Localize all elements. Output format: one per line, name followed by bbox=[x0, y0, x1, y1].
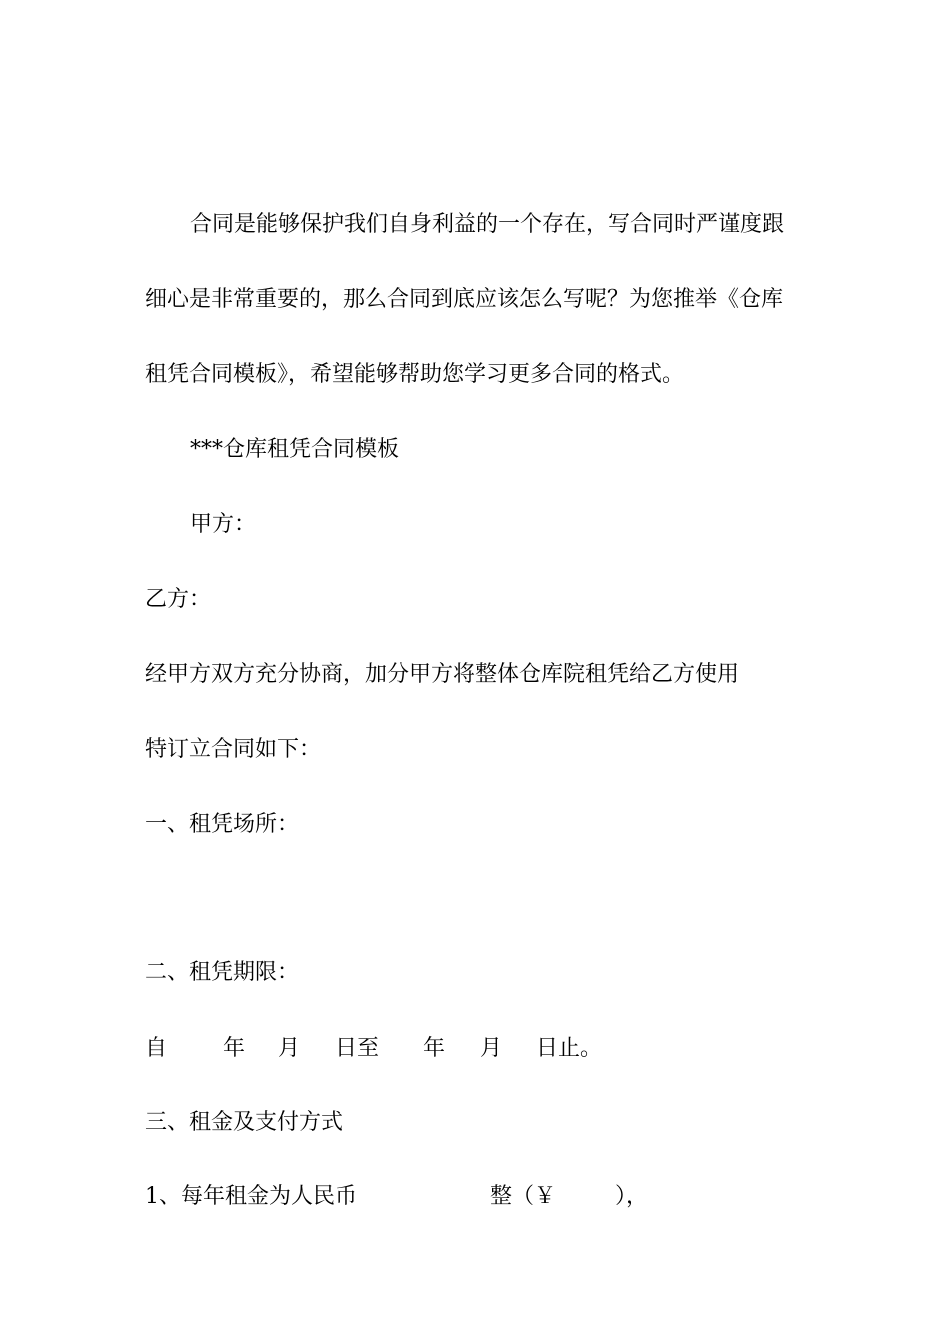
period-month-1: 月 bbox=[278, 1036, 301, 1061]
intro-line-2: 细心是非常重要的，那么合同到底应该怎么写呢？为您推举《仓库 bbox=[145, 287, 784, 312]
period-year-2: 年 bbox=[423, 1036, 446, 1061]
party-a-label: 甲方： bbox=[190, 512, 257, 537]
rent-amount-line bbox=[145, 1182, 845, 1212]
period-year-1: 年 bbox=[223, 1036, 246, 1061]
rent-close: ）， bbox=[615, 1184, 649, 1209]
lease-period-line bbox=[145, 1034, 845, 1064]
intro-line-3: 租凭合同模板》，希望能够帮助您学习更多合同的格式。 bbox=[145, 362, 685, 387]
party-b-label: 乙方： bbox=[145, 587, 212, 612]
contract-title: ***仓库租凭合同模板 bbox=[190, 437, 400, 462]
period-from: 自 bbox=[145, 1036, 168, 1061]
intro-line-1: 合同是能够保护我们自身利益的一个存在，写合同时严谨度跟 bbox=[190, 212, 785, 237]
period-month-2: 月 bbox=[480, 1036, 503, 1061]
period-day-end: 日止。 bbox=[536, 1036, 603, 1061]
preamble-line-1: 经甲方双方充分协商，加分甲方将整体仓库院租凭给乙方使用 bbox=[145, 662, 740, 687]
section-2-heading: 二、租凭期限： bbox=[145, 960, 300, 985]
section-3-heading: 三、租金及支付方式 bbox=[145, 1110, 344, 1135]
rent-prefix: 1、每年租金为人民币 bbox=[145, 1184, 357, 1209]
rent-whole-yuan: 整（￥ bbox=[490, 1184, 557, 1209]
preamble-line-2: 特订立合同如下： bbox=[145, 737, 322, 762]
section-1-heading: 一、租凭场所： bbox=[145, 812, 300, 837]
period-day-to: 日至 bbox=[335, 1036, 380, 1061]
